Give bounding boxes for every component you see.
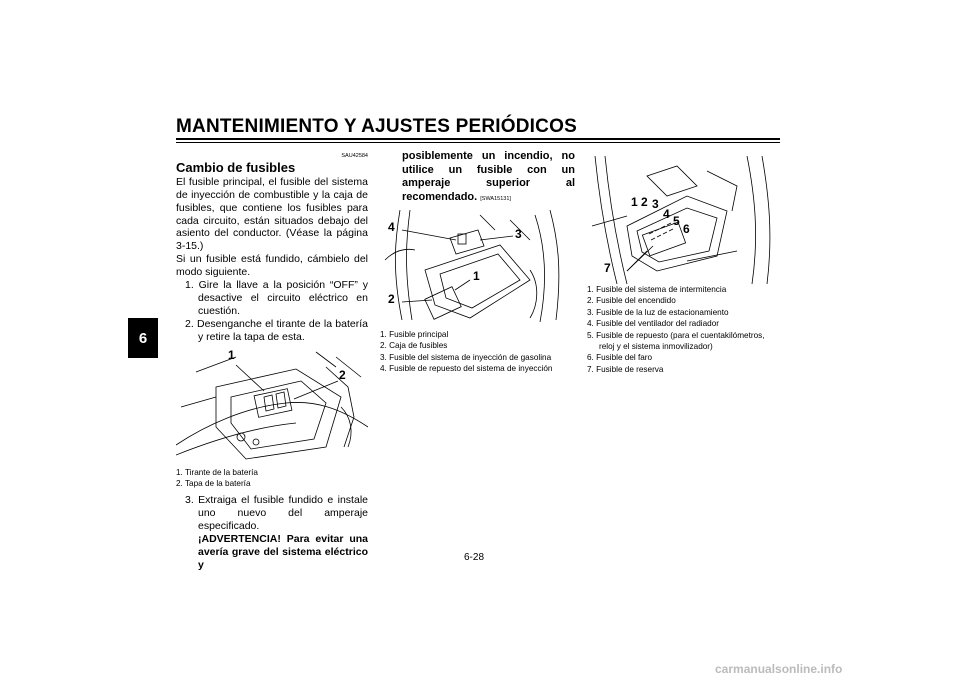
header-rule-thin <box>176 142 780 143</box>
callout-3: 3 <box>515 227 522 241</box>
legend-item: 3. Fusible del sistema de inyección de gasolina <box>380 352 552 362</box>
callout-5: 5 <box>673 214 680 228</box>
legend-item: 6. Fusible del faro <box>587 353 653 363</box>
legend-item: 1. Tirante de la batería <box>176 467 258 477</box>
legend-item: 3. Fusible de la luz de estacionamiento <box>587 307 729 317</box>
legend-item: 4. Fusible del ventilador del radiador <box>587 319 719 329</box>
warning-start: ¡ADVERTENCIA! Para evitar una avería grave del sistema eléctrico y <box>198 533 368 571</box>
fuse-box-legend <box>587 284 780 375</box>
callout-1: 1 <box>631 195 638 209</box>
legend-item: 2. Caja de fusibles <box>380 341 448 351</box>
legend-item: 5. Fusible de repuesto (para el cuentakilómetros, reloj y el sistema inmovilizador) <box>587 330 765 352</box>
main-fuse-illustration <box>380 210 575 326</box>
callout-1: 1 <box>228 347 235 362</box>
warning-code: [SWA15131] <box>480 195 511 202</box>
callout-2: 2 <box>388 292 395 306</box>
battery-figure <box>176 347 368 465</box>
step-1: 1. Gire la llave a la posición “OFF” y desactive el circuito eléctrico en cuestión. <box>185 279 368 317</box>
chapter-tab: 6 <box>128 318 158 358</box>
callout-3: 3 <box>652 197 659 211</box>
fuse-box-figure <box>587 156 780 284</box>
page-title: MANTENIMIENTO Y AJUSTES PERIÓDICOS <box>176 116 577 137</box>
header-rule <box>176 138 780 140</box>
legend-item: 1. Fusible principal <box>380 330 449 339</box>
callout-1: 1 <box>473 269 480 283</box>
page-number: 6-28 <box>464 552 485 563</box>
main-fuse-figure <box>380 210 575 326</box>
fuse-box-illustration <box>587 156 780 284</box>
callout-4: 4 <box>388 220 395 234</box>
main-fuse-legend <box>380 329 575 375</box>
legend-item: 1. Fusible del sistema de intermitencia <box>587 285 727 294</box>
legend-item: 2. Tapa de la batería <box>176 479 251 488</box>
legend-item: 2. Fusible del encendido <box>587 296 676 306</box>
section-code: SAU42584 <box>341 153 368 159</box>
battery-illustration <box>176 347 368 465</box>
left-column <box>176 150 368 572</box>
step-3: 3. Extraiga el fusible fundido e instale uno nuevo del amperaje especificado. <box>185 494 368 533</box>
callout-7: 7 <box>604 261 611 275</box>
callout-2: 2 <box>339 367 346 382</box>
legend-item: 7. Fusible de reserva <box>587 364 664 374</box>
right-column <box>587 150 780 375</box>
battery-legend <box>176 467 368 490</box>
section-title: Cambio de fusibles <box>176 159 296 175</box>
callout-2: 2 <box>641 195 648 209</box>
warning-continuation <box>380 150 575 206</box>
callout-6: 6 <box>683 222 690 236</box>
intro-paragraph-2: Si un fusible está fundido, cámbielo del modo siguiente. <box>176 253 368 279</box>
middle-column <box>380 150 575 375</box>
step-2: 2. Desenganche el tirante de la batería y retire la tapa de esta. <box>185 317 368 343</box>
legend-item: 4. Fusible de repuesto del sistema de inyección <box>380 364 553 374</box>
callout-4: 4 <box>663 207 670 221</box>
intro-paragraph: El fusible principal, el fusible del sistema de inyección de combustible y la caja de fusibles, que contiene los fusibles para cada circuito, están situados debajo del asiento del conductor. (Véase la página 3-15.) <box>176 175 368 253</box>
warning-text: posiblemente un incendio, no utilice un fusible con un amperaje superior al recomendado. <box>402 150 575 203</box>
watermark: carmanualsonline.info <box>715 662 843 676</box>
